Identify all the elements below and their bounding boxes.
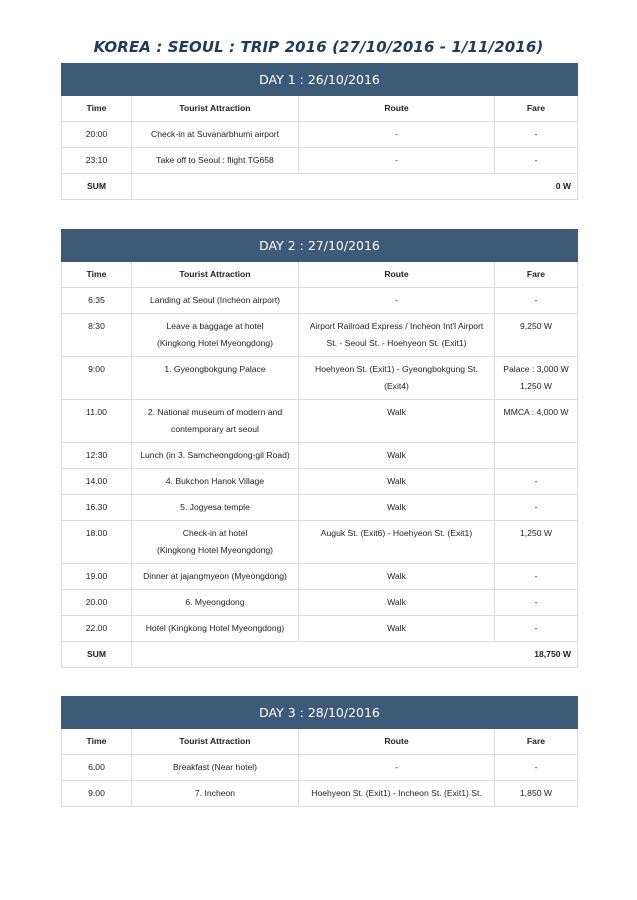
- fare-cell-line: -: [534, 762, 538, 772]
- time-cell: 16.30: [62, 495, 132, 521]
- route-cell-line: Walk: [387, 476, 406, 486]
- route-cell: [299, 400, 495, 443]
- route-cell-line: -: [395, 155, 398, 165]
- document-title: KOREA : SEOUL : TRIP 2016 (27/10/2016 - 1/11/2016): [93, 38, 544, 56]
- route-cell: [299, 521, 495, 564]
- fare-cell: [495, 564, 578, 590]
- column-header-time: Time: [62, 729, 132, 755]
- table-row: [62, 564, 578, 590]
- route-cell-line: St. - Seoul St. - Hoehyeon St. (Exit1): [326, 338, 467, 348]
- time-cell: 18.00: [62, 521, 132, 564]
- fare-cell-line: -: [534, 476, 538, 486]
- time-cell: 6.00: [62, 755, 132, 781]
- table-row: [62, 590, 578, 616]
- attraction-cell: [132, 314, 299, 357]
- table-row: [62, 616, 578, 642]
- column-header-fare: Fare: [495, 729, 578, 755]
- time-cell: 11.00: [62, 400, 132, 443]
- fare-cell-line: 1,850 W: [520, 788, 553, 798]
- sum-label: SUM: [62, 642, 132, 668]
- fare-cell: [495, 288, 578, 314]
- route-cell-line: Walk: [387, 597, 406, 607]
- route-cell-line: Hoehyeon St. (Exit1) - Gyeongbokgung St.: [315, 364, 478, 374]
- attraction-cell-line: (Kingkong Hotel Myeongdong): [156, 545, 274, 555]
- attraction-cell: [132, 357, 299, 400]
- fare-cell-line: -: [534, 571, 538, 581]
- route-cell: [299, 495, 495, 521]
- route-cell-line: (Exit4): [384, 381, 409, 391]
- attraction-cell: [132, 521, 299, 564]
- column-header-route: Route: [299, 729, 495, 755]
- time-cell: 14.00: [62, 469, 132, 495]
- attraction-cell-line: Breakfast (Near hotel): [172, 762, 258, 772]
- fare-cell: [495, 495, 578, 521]
- attraction-cell-line: 6. Myeongdong: [185, 597, 245, 607]
- attraction-cell: [132, 616, 299, 642]
- column-header-fare: Fare: [495, 262, 578, 288]
- column-header-route: Route: [299, 262, 495, 288]
- day-heading: DAY 3 : 28/10/2016: [62, 697, 578, 729]
- fare-cell: [495, 616, 578, 642]
- column-header-route: Route: [299, 96, 495, 122]
- table-row: [62, 400, 578, 443]
- attraction-cell-line: Dinner at jajangmyeon (Myeongdong): [143, 571, 287, 581]
- attraction-cell-line: Lunch (in 3. Samcheongdong-gil Road): [140, 450, 290, 460]
- route-cell-line: Hoehyeon St. (Exit1) - Incheon St. (Exit1) St.: [311, 788, 482, 798]
- route-cell: [299, 755, 495, 781]
- sum-row: [62, 174, 578, 200]
- table-row: [62, 469, 578, 495]
- route-cell: [299, 564, 495, 590]
- time-cell: 20.00: [62, 590, 132, 616]
- route-cell: [299, 288, 495, 314]
- day-heading: DAY 1 : 26/10/2016: [62, 64, 578, 96]
- fare-cell-line: 1,250 W: [520, 528, 553, 538]
- table-row: [62, 495, 578, 521]
- attraction-cell-line: Check-in at hotel: [182, 528, 248, 538]
- column-header-row: [62, 262, 578, 288]
- table-row: [62, 357, 578, 400]
- table-row: [62, 755, 578, 781]
- route-cell: [299, 122, 495, 148]
- time-cell: 22.00: [62, 616, 132, 642]
- attraction-cell: [132, 400, 299, 443]
- fare-cell: [495, 755, 578, 781]
- attraction-cell-line: 4. Bukchon Hanok Village: [165, 476, 265, 486]
- day-3-table: [61, 696, 578, 807]
- attraction-cell-line: Hotel (Kingkong Hotel Myeongdong): [145, 623, 285, 633]
- fare-cell-line: -: [534, 129, 538, 139]
- table-row: [62, 288, 578, 314]
- fare-cell-line: 1,250 W: [520, 381, 553, 391]
- route-cell: [299, 590, 495, 616]
- day-2-table: [61, 229, 578, 668]
- fare-cell: [495, 469, 578, 495]
- column-header-attraction: Tourist Attraction: [132, 729, 299, 755]
- attraction-cell-line: 7. Incheon: [194, 788, 236, 798]
- table-row: [62, 521, 578, 564]
- fare-cell: [495, 122, 578, 148]
- attraction-cell: [132, 590, 299, 616]
- attraction-cell-line: Leave a baggage at hotel: [166, 321, 264, 331]
- time-cell: 9:00: [62, 357, 132, 400]
- route-cell-line: Walk: [387, 502, 406, 512]
- route-cell-line: Walk: [387, 571, 406, 581]
- fare-cell: [495, 781, 578, 807]
- route-cell: [299, 781, 495, 807]
- column-header-time: Time: [62, 96, 132, 122]
- time-cell: 6:35: [62, 288, 132, 314]
- time-cell: 20:00: [62, 122, 132, 148]
- fare-cell-line: -: [534, 502, 538, 512]
- sum-row: [62, 642, 578, 668]
- table-row: [62, 443, 578, 469]
- column-header-attraction: Tourist Attraction: [132, 96, 299, 122]
- time-cell: 23:10: [62, 148, 132, 174]
- sum-value: 0 W: [132, 174, 578, 200]
- route-cell-line: -: [395, 762, 398, 772]
- attraction-cell-line: Take off to Seoul : flight TG658: [156, 155, 274, 165]
- route-cell: [299, 148, 495, 174]
- route-cell: [299, 314, 495, 357]
- column-header-row: [62, 96, 578, 122]
- fare-cell-line: -: [534, 295, 538, 305]
- fare-cell-line: -: [534, 597, 538, 607]
- table-row: [62, 781, 578, 807]
- table-row: [62, 122, 578, 148]
- route-cell-line: Walk: [387, 407, 406, 417]
- time-cell: 19.00: [62, 564, 132, 590]
- fare-cell-line: 9,250 W: [520, 321, 553, 331]
- attraction-cell: [132, 469, 299, 495]
- attraction-cell: [132, 122, 299, 148]
- route-cell-line: Walk: [387, 623, 406, 633]
- column-header-fare: Fare: [495, 96, 578, 122]
- route-cell-line: Walk: [387, 450, 406, 460]
- attraction-cell: [132, 148, 299, 174]
- fare-cell-line: -: [534, 623, 538, 633]
- attraction-cell-line: Landing at Seoul (Incheon airport): [150, 295, 280, 305]
- sum-value: 18,750 W: [132, 642, 578, 668]
- route-cell: [299, 357, 495, 400]
- attraction-cell-line: 1. Gyeongbokgung Palace: [164, 364, 266, 374]
- attraction-cell-line: 2. National museum of modern and: [147, 407, 283, 417]
- attraction-cell: [132, 781, 299, 807]
- time-cell: 8:30: [62, 314, 132, 357]
- fare-cell: [495, 443, 578, 469]
- time-cell: 12:30: [62, 443, 132, 469]
- route-cell: [299, 469, 495, 495]
- fare-cell: [495, 357, 578, 400]
- fare-cell: [495, 148, 578, 174]
- attraction-cell: [132, 495, 299, 521]
- column-header-time: Time: [62, 262, 132, 288]
- route-cell-line: Auguk St. (Exit6) - Hoehyeon St. (Exit1): [320, 528, 473, 538]
- day-1-table: [61, 63, 578, 200]
- fare-cell-line: Palace : 3,000 W: [503, 364, 569, 374]
- attraction-cell-line: (Kingkong Hotel Myeongdong): [156, 338, 274, 348]
- route-cell-line: -: [395, 129, 398, 139]
- time-cell: 9.00: [62, 781, 132, 807]
- column-header-row: [62, 729, 578, 755]
- route-cell: [299, 616, 495, 642]
- fare-cell-line: MMCA : 4,000 W: [503, 407, 569, 417]
- fare-cell: [495, 590, 578, 616]
- fare-cell: [495, 314, 578, 357]
- attraction-cell: [132, 443, 299, 469]
- route-cell-line: -: [395, 295, 398, 305]
- route-cell-line: Airport Railroad Express / Incheon Int'l Airport: [309, 321, 484, 331]
- table-row: [62, 148, 578, 174]
- route-cell: [299, 443, 495, 469]
- sum-label: SUM: [62, 174, 132, 200]
- attraction-cell: [132, 755, 299, 781]
- day-heading: DAY 2 : 27/10/2016: [62, 230, 578, 262]
- attraction-cell-line: 5. Jogyesa temple: [180, 502, 250, 512]
- attraction-cell: [132, 564, 299, 590]
- table-row: [62, 314, 578, 357]
- fare-cell-line: -: [534, 155, 538, 165]
- column-header-attraction: Tourist Attraction: [132, 262, 299, 288]
- fare-cell: [495, 400, 578, 443]
- attraction-cell: [132, 288, 299, 314]
- attraction-cell-line: Check-in at Suvanarbhumi airport: [150, 129, 279, 139]
- attraction-cell-line: contemporary art seoul: [171, 424, 259, 434]
- fare-cell: [495, 521, 578, 564]
